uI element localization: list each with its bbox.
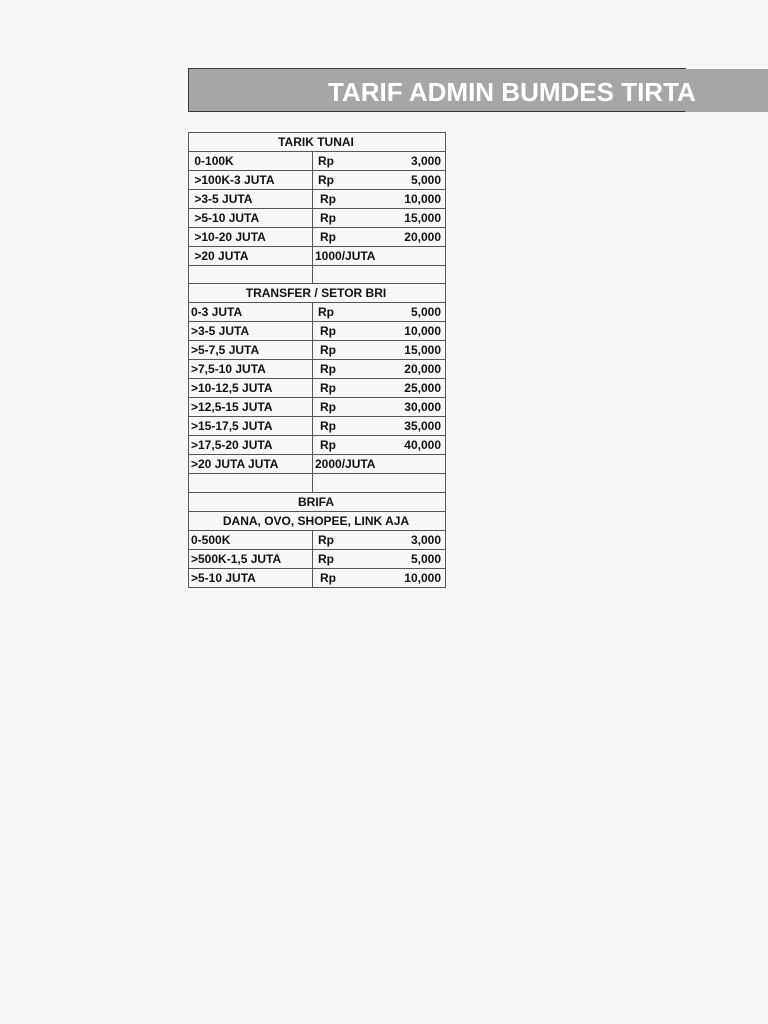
amount-cell (313, 322, 446, 341)
section-header: BRIFA (189, 492, 446, 511)
currency-label: Rp (318, 154, 334, 168)
amount-value: 15,000 (404, 343, 441, 358)
section-header-row (189, 284, 446, 303)
amount-cell (313, 417, 446, 436)
flat-rate-cell: 1000/JUTA (313, 247, 446, 266)
empty-cell (313, 266, 446, 284)
page-title: TARIF ADMIN BUMDES TIRTA (328, 77, 696, 107)
amount-cell (313, 209, 446, 228)
empty-cell (189, 266, 313, 284)
empty-cell (189, 474, 313, 492)
section-header-row (189, 133, 446, 152)
tarif-table (188, 132, 446, 588)
table-row (189, 379, 446, 398)
amount-value: 5,000 (410, 551, 441, 566)
currency-label: Rp (320, 343, 336, 358)
amount-value: 30,000 (404, 400, 441, 415)
amount-cell (313, 303, 446, 322)
currency-label: Rp (320, 419, 336, 434)
currency-label: Rp (318, 305, 334, 320)
section-header: TARIK TUNAI (189, 133, 446, 152)
table-row (189, 360, 446, 379)
title-banner (188, 68, 768, 113)
amount-cell (313, 398, 446, 417)
range-cell: >12,5-15 JUTA (189, 398, 313, 417)
currency-label: Rp (320, 230, 336, 244)
table-row (189, 341, 446, 360)
range-cell: >17,5-20 JUTA (189, 436, 313, 455)
amount-cell (313, 436, 446, 455)
amount-cell (313, 171, 446, 190)
amount-value: 20,000 (404, 362, 441, 377)
currency-label: Rp (318, 532, 334, 547)
table-row (189, 322, 446, 341)
amount-value: 20,000 (404, 230, 441, 244)
currency-label: Rp (320, 438, 336, 453)
table-row (189, 209, 446, 228)
range-cell: >3-5 JUTA (189, 190, 313, 209)
amount-value: 5,000 (410, 173, 441, 187)
table-row (189, 455, 446, 474)
table-row (189, 303, 446, 322)
empty-row (189, 474, 446, 492)
amount-cell (313, 341, 446, 360)
amount-cell (313, 360, 446, 379)
amount-value: 3,000 (410, 154, 441, 168)
range-cell: >5-10 JUTA (189, 209, 313, 228)
range-cell: 0-3 JUTA (189, 303, 313, 322)
currency-label: Rp (320, 324, 336, 339)
table-row (189, 568, 446, 587)
table-row (189, 530, 446, 549)
currency-label: Rp (318, 173, 334, 187)
empty-row (189, 266, 446, 284)
title-bar-extension (685, 69, 768, 112)
currency-label: Rp (318, 551, 334, 566)
currency-label: Rp (320, 362, 336, 377)
amount-value: 40,000 (404, 438, 441, 453)
table-row (189, 247, 446, 266)
currency-label: Rp (320, 570, 336, 585)
amount-value: 15,000 (404, 211, 441, 225)
currency-label: Rp (320, 400, 336, 415)
currency-label: Rp (320, 381, 336, 396)
amount-cell (313, 530, 446, 549)
amount-value: 10,000 (404, 324, 441, 339)
table-row (189, 228, 446, 247)
range-cell: 0-100K (189, 152, 313, 171)
table-row (189, 152, 446, 171)
currency-label: Rp (320, 192, 336, 206)
table-row (189, 549, 446, 568)
range-cell: >20 JUTA (189, 247, 313, 266)
table-row (189, 417, 446, 436)
amount-cell (313, 549, 446, 568)
section-subheader: DANA, OVO, SHOPEE, LINK AJA (189, 511, 446, 530)
range-cell: >20 JUTA JUTA (189, 455, 313, 474)
amount-cell (313, 190, 446, 209)
table-row (189, 171, 446, 190)
amount-value: 10,000 (404, 192, 441, 206)
amount-value: 5,000 (410, 305, 441, 320)
amount-cell (313, 568, 446, 587)
range-cell: >5-7,5 JUTA (189, 341, 313, 360)
amount-cell (313, 379, 446, 398)
range-cell: >15-17,5 JUTA (189, 417, 313, 436)
flat-rate-cell: 2000/JUTA (313, 455, 446, 474)
section-header-row (189, 492, 446, 511)
range-cell: >3-5 JUTA (189, 322, 313, 341)
range-cell: >10-20 JUTA (189, 228, 313, 247)
amount-value: 25,000 (404, 381, 441, 396)
currency-label: Rp (320, 211, 336, 225)
range-cell: >500K-1,5 JUTA (189, 549, 313, 568)
amount-cell (313, 228, 446, 247)
amount-value: 35,000 (404, 419, 441, 434)
range-cell: 0-500K (189, 530, 313, 549)
section-subheader-row (189, 511, 446, 530)
empty-cell (313, 474, 446, 492)
table-row (189, 436, 446, 455)
range-cell: >5-10 JUTA (189, 568, 313, 587)
table-row (189, 398, 446, 417)
amount-value: 3,000 (410, 532, 441, 547)
range-cell: >10-12,5 JUTA (189, 379, 313, 398)
section-header: TRANSFER / SETOR BRI (189, 284, 446, 303)
range-cell: >7,5-10 JUTA (189, 360, 313, 379)
amount-cell (313, 152, 446, 171)
range-cell: >100K-3 JUTA (189, 171, 313, 190)
amount-value: 10,000 (404, 570, 441, 585)
table-row (189, 190, 446, 209)
